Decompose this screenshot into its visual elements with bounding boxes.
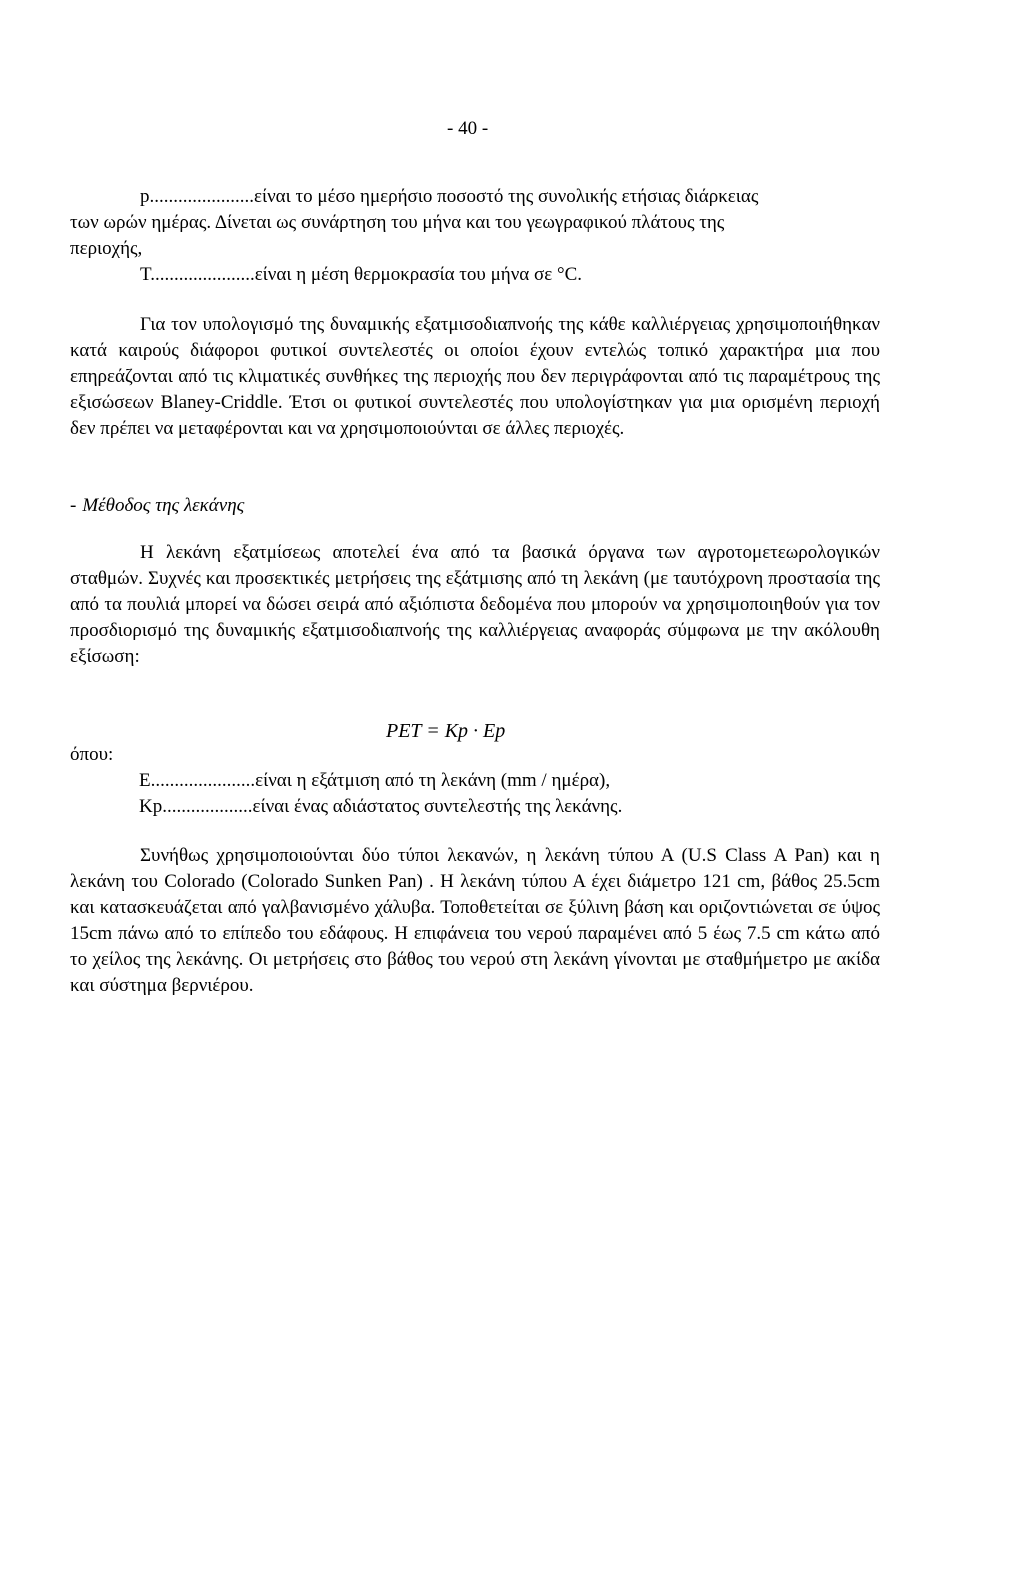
- definition-t: [70, 262, 950, 288]
- paragraph-pan-method: Η λεκάνη εξατμίσεως αποτελεί ένα από τα βασικά όργανα των αγροτομετεωρολογικών σταθμών. Συχνές και προσεκτικές μετρήσεις της εξάτμισης από τη λεκάνη (με ταυτόχρονη προστασία της από τα πουλιά μπορεί να δώσει σειρά από αξιόπιστα δεδομένα που μπορούν να χρησιμοποιηθούν για τον προσδιορισμό της δυναμικής εξατμισοδιαπνοής της καλλιέργειας αναφοράς σύμφωνα με την ακόλουθη εξίσωση:: [70, 542, 880, 667]
- definition-kp-text: είναι ένας αδιάστατος συντελεστής της λεκάνης.: [252, 796, 623, 817]
- section-heading-dash: -: [70, 495, 77, 516]
- definition-p-continued-2: περιοχής,: [70, 238, 143, 259]
- definition-p-text: είναι το μέσο ημερήσιο ποσοστό της συνολικής ετήσιας διάρκειας: [254, 186, 759, 207]
- definition-p-dots: ......................: [149, 186, 254, 207]
- section-heading-title: Μέθοδος της λεκάνης: [82, 495, 245, 516]
- definition-t-symbol: T: [140, 264, 151, 285]
- definition-e-symbol: E: [139, 770, 151, 791]
- page-number: - 40 -: [447, 118, 489, 139]
- where-label: όπου:: [70, 744, 114, 765]
- definition-kp-dots: ...................: [162, 796, 253, 817]
- definition-kp: [139, 794, 622, 820]
- definition-p: [70, 184, 950, 210]
- definition-e: [139, 768, 610, 794]
- definition-t-dots: ......................: [150, 264, 255, 285]
- definition-t-text: είναι η μέση θερμοκρασία του μήνα σε °C.: [254, 264, 582, 285]
- paragraph-crop-coefficients: Για τον υπολογισμό της δυναμικής εξατμισοδιαπνοής της κάθε καλλιέργειας χρησιμοποιήθηκαν κατά καιρούς διάφοροι φυτικοί συντελεστές οι οποίοι έχουν εντελώς τοπικό χαρακτήρα μια που επηρεάζονται από τις κλιματικές συνθήκες της περιοχής που δεν περιγράφονται από τις παραμέτρους της εξισώσεων Blaney-Criddle. Έτσι οι φυτικοί συντελεστές που υπολογίστηκαν για μια ορισμένη περιοχή δεν πρέπει να μεταφέρονται και να χρησιμοποιούνται σε άλλες περιοχές.: [70, 314, 880, 439]
- definition-e-dots: ......................: [150, 770, 256, 791]
- formula-pet: PET = Kp · Ep: [386, 720, 506, 742]
- definition-e-text: είναι η εξάτμιση από τη λεκάνη (mm / ημέρα),: [255, 770, 611, 791]
- definitions-top: [70, 184, 950, 288]
- section-heading: [70, 493, 244, 519]
- definition-kp-symbol: Kp: [139, 796, 163, 817]
- paragraph-pan-types: Συνήθως χρησιμοποιούνται δύο τύποι λεκανών, η λεκάνη τύπου Α (U.S Class A Pan) και η λεκάνη του Colorado (Colorado Sunken Pan) . Η λεκάνη τύπου Α έχει διάμετρο 121 cm, βάθος 25.5cm και κατασκευάζεται από γαλβανισμένο χάλυβα. Τοποθετείται σε ξύλινη βάση και οριζοντιώνεται σε ύψος 15cm πάνω από το επίπεδο του εδάφους. Η επιφάνεια του νερού παραμένει από 5 έως 7.5 cm κάτω από το χείλος της λεκάνης. Οι μετρήσεις στο βάθος του νερού στη λεκάνη γίνονται με σταθμήμετρο με ακίδα και σύστημα βερνιέρου.: [70, 845, 880, 996]
- definition-p-continued-1: των ωρών ημέρας. Δίνεται ως συνάρτηση του μήνα και του γεωγραφικού πλάτους της: [70, 212, 725, 233]
- definition-p-symbol: p: [140, 186, 150, 207]
